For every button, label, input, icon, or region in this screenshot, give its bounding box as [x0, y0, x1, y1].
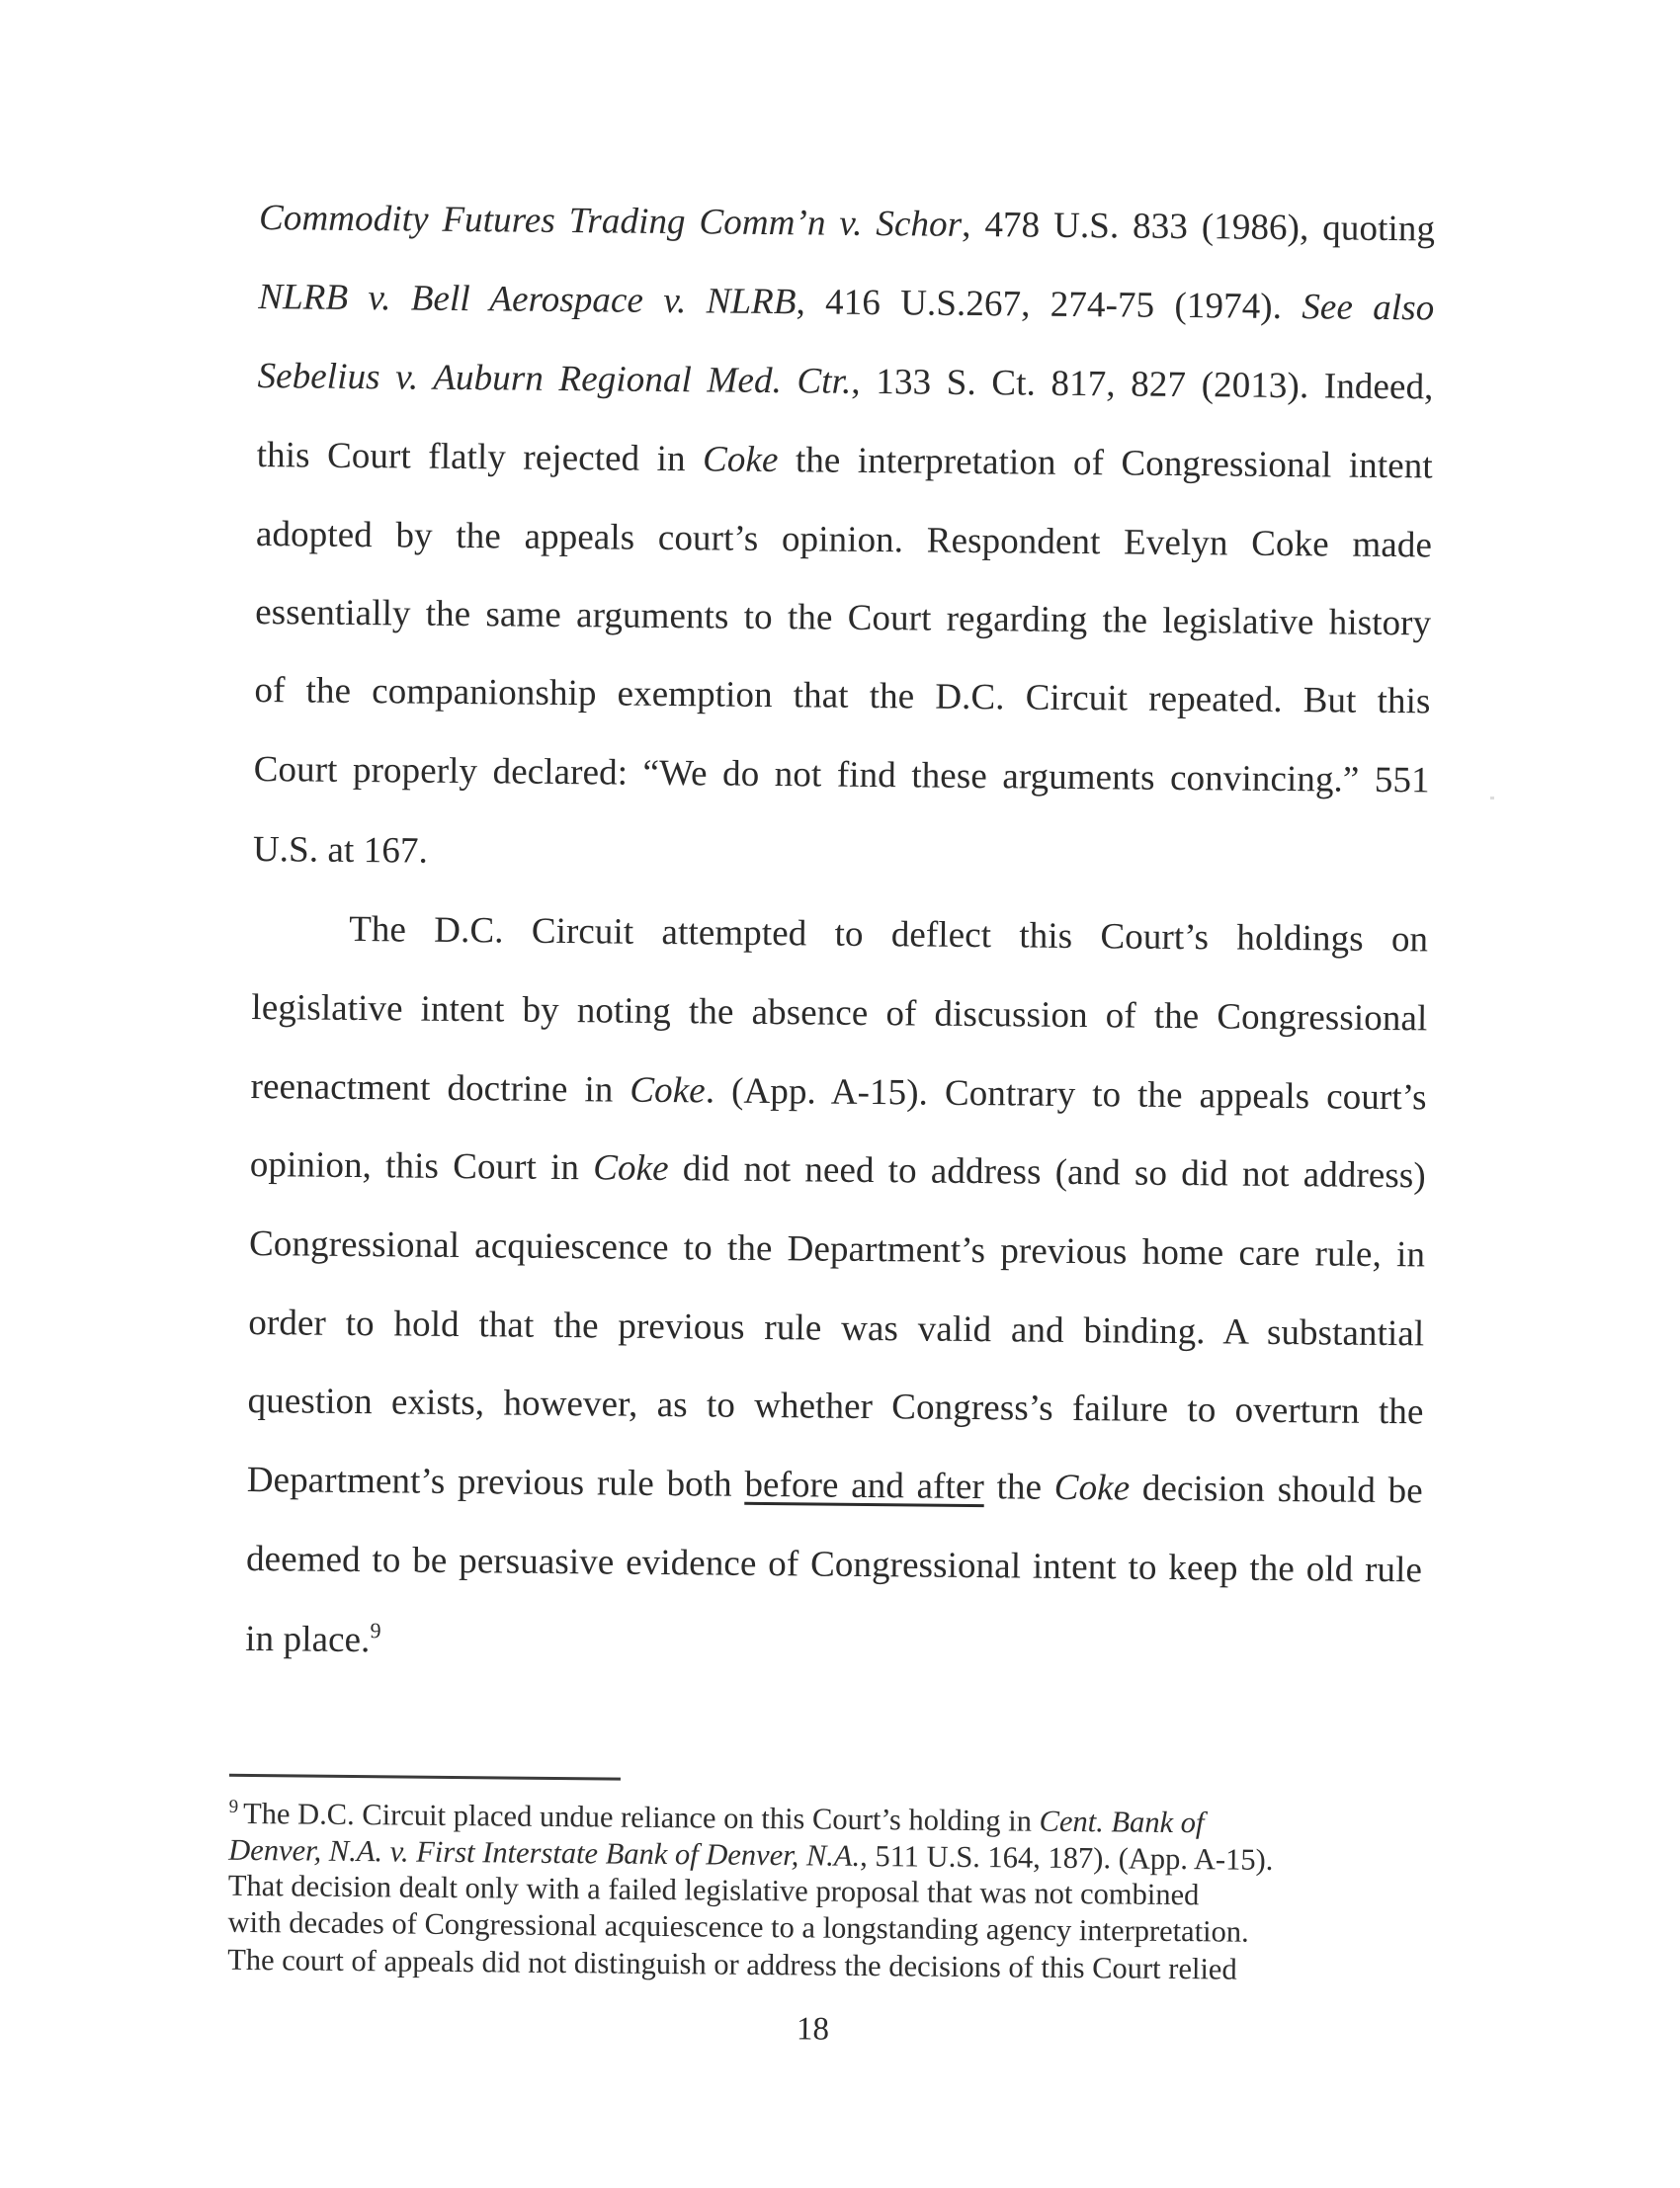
italic-citation: Denver, N.A. v. First Interstate Bank of Denver, N.A. — [228, 1832, 861, 1873]
body-line — [247, 1379, 1423, 1435]
text-run: legislative intent by noting the absence of discussion of the Congressional — [251, 986, 1428, 1040]
body-line — [257, 354, 1433, 410]
text-run: in place. — [245, 1618, 371, 1661]
text-run: , 416 U.S.267, 274-75 (1974). — [796, 282, 1302, 328]
text-run: The D.C. Circuit placed undue reliance on this Court’s holding in — [242, 1796, 1040, 1838]
italic-citation: Commodity Futures Trading Comm’n v. Schor — [258, 198, 963, 245]
text-run: question exists, however, as to whether Congress’s failure to overturn the — [247, 1380, 1424, 1433]
body-line — [249, 1221, 1425, 1278]
italic-citation: Coke — [1053, 1467, 1131, 1509]
underlined-emphasis: before and after — [744, 1464, 985, 1508]
text-run: adopted by the appeals court’s opinion. Respondent Evelyn Coke made — [255, 514, 1433, 566]
footnote-reference: 9 — [370, 1618, 381, 1643]
body-line — [245, 1617, 1421, 1673]
text-run: of the companionship exemption that the D.C. Circuit repeated. But this — [254, 669, 1431, 722]
italic-citation: Coke — [630, 1069, 707, 1112]
body-text — [2, 0, 1680, 1661]
text-run: deemed to be persuasive evidence of Congressional intent to keep the old rule — [245, 1538, 1423, 1591]
text-run: That decision dealt only with a failed legislative proposal that was not combined — [227, 1868, 1200, 1912]
text-run: this Court flatly rejected in — [256, 435, 704, 480]
body-line — [252, 906, 1428, 963]
body-line — [256, 512, 1432, 568]
body-line — [253, 827, 1429, 884]
footnote-line — [227, 1942, 1237, 1987]
body-line — [258, 275, 1434, 331]
text-run: U.S. at 167. — [252, 828, 429, 872]
body-line — [246, 1537, 1422, 1593]
text-run: , 511 U.S. 164, 187). (App. A-15). — [859, 1838, 1274, 1877]
body-line — [248, 1301, 1424, 1357]
footnote-marker: 9 — [228, 1796, 239, 1817]
italic-citation: NLRB v. Bell Aerospace v. NLRB — [258, 277, 797, 323]
body-line — [250, 1064, 1426, 1121]
text-run: The court of appeals did not distinguish or address the decisions of this Court relied — [227, 1942, 1237, 1986]
body-line — [257, 433, 1433, 489]
page-number: 18 — [796, 2011, 830, 2048]
body-line — [251, 985, 1427, 1042]
text-run: the interpretation of Congressional intent — [778, 440, 1433, 487]
text-run: The D.C. Circuit attempted to deflect this Court’s holdings on — [348, 908, 1429, 961]
italic-citation: Cent. Bank of — [1039, 1804, 1205, 1840]
text-run: the — [983, 1467, 1054, 1508]
text-run: , 133 S. Ct. 817, 827 (2013). Indeed, — [851, 361, 1434, 408]
text-run: . (App. A-15). Contrary to the appeals court’s — [705, 1070, 1427, 1119]
body-line — [254, 668, 1430, 724]
italic-citation: See also — [1302, 287, 1435, 329]
body-line — [259, 196, 1435, 252]
text-run: Department’s previous rule both — [246, 1459, 745, 1505]
text-run: essentially the same arguments to the Court regarding the legislative history — [255, 592, 1432, 644]
italic-citation: Coke — [593, 1147, 669, 1190]
text-run: , 478 U.S. 833 (1986), quoting — [962, 204, 1436, 250]
italic-citation: Sebelius v. Auburn Regional Med. Ctr. — [257, 356, 852, 402]
body-line — [255, 590, 1431, 646]
text-run: did not need to address (and so did not address) — [668, 1148, 1427, 1197]
text-run: Congressional acquiescence to the Department’s previous home care rule, in — [248, 1222, 1426, 1276]
text-run: decision should be — [1130, 1468, 1423, 1512]
body-line — [250, 1142, 1426, 1199]
text-run: with decades of Congressional acquiescence to a longstanding agency interpretation. — [227, 1904, 1249, 1949]
text-run: reenactment doctrine in — [250, 1065, 630, 1111]
text-run: order to hold that the previous rule was valid and binding. A substantial — [248, 1302, 1425, 1355]
scan-artifact — [1490, 797, 1494, 799]
text-run: opinion, this Court in — [249, 1143, 594, 1189]
body-line — [247, 1458, 1423, 1514]
body-line — [254, 747, 1430, 803]
italic-citation: Coke — [702, 439, 779, 481]
footnote-separator — [229, 1774, 621, 1781]
text-run: Court properly declared: “We do not find these arguments convincing.” 551 — [253, 748, 1430, 801]
